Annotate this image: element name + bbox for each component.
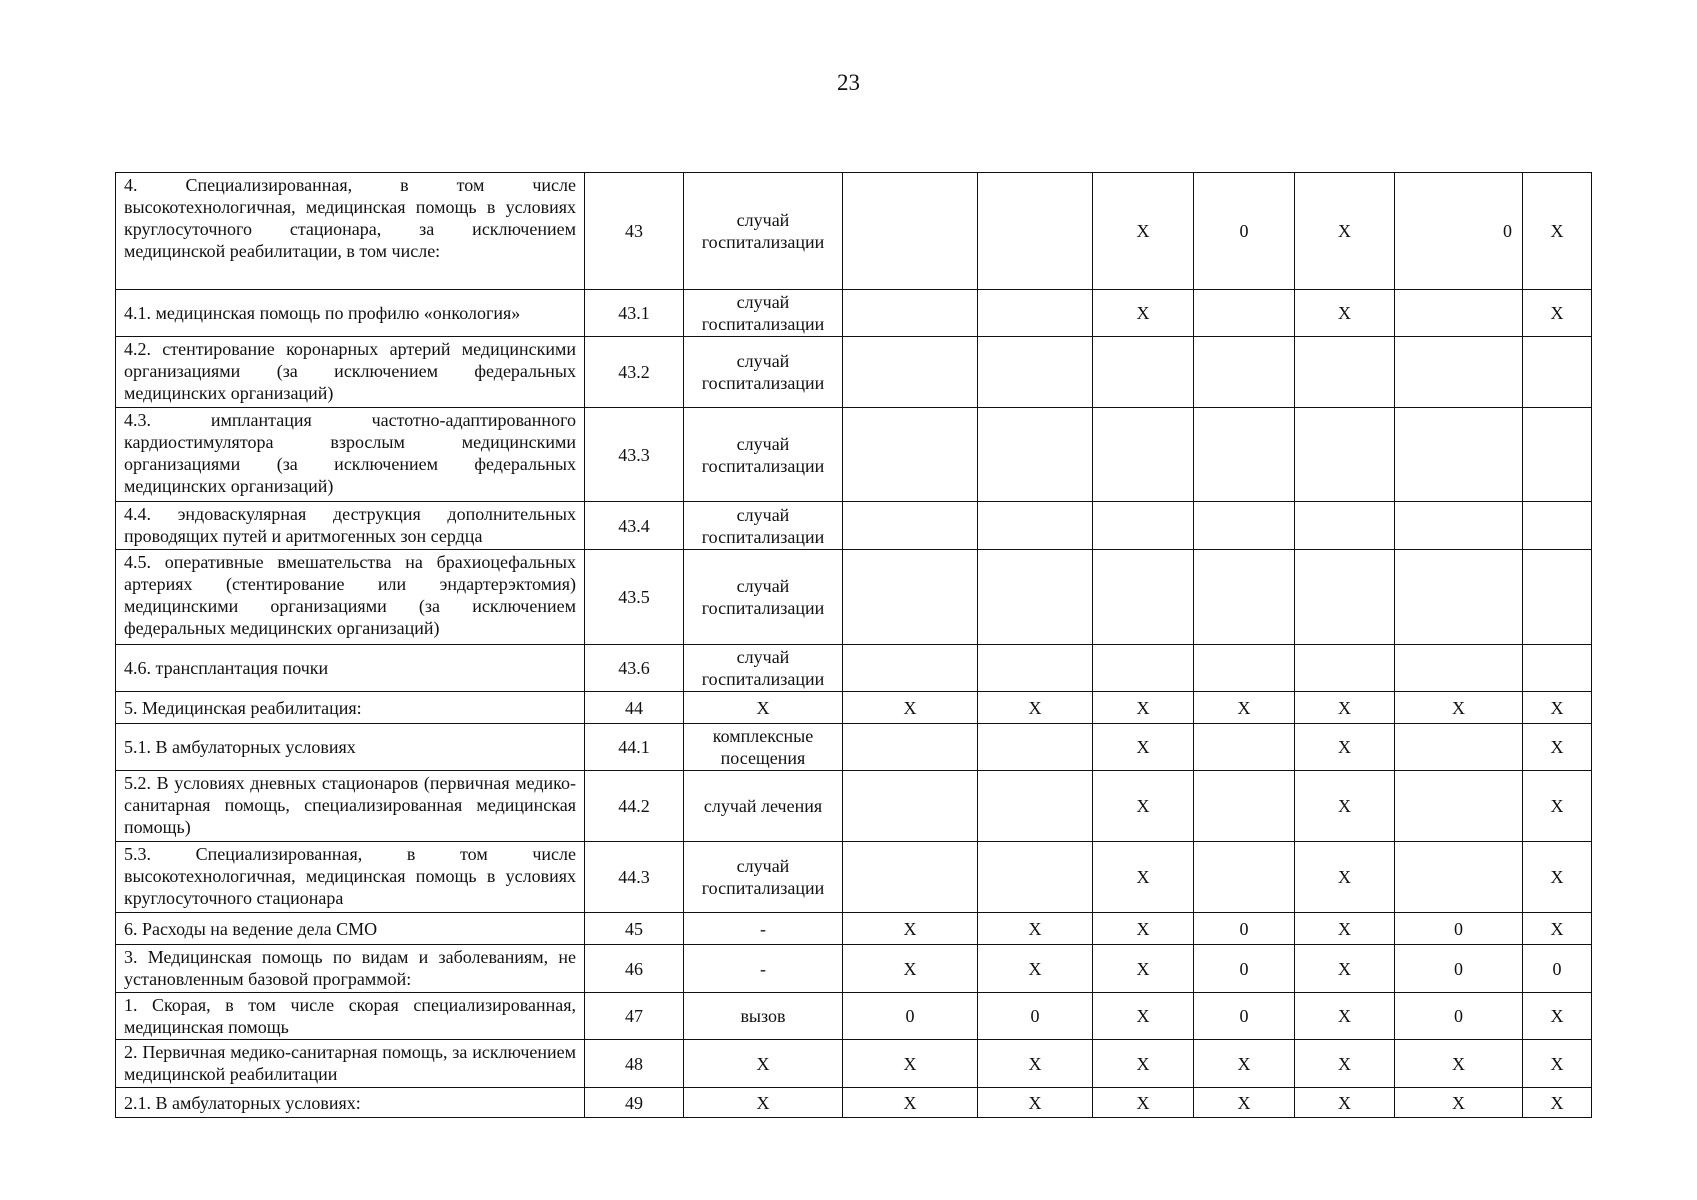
value-cell-2 [978,771,1093,842]
value-cell-2: X [978,692,1093,724]
value-cell-1: X [843,1040,978,1088]
value-cell-5: X [1295,173,1395,290]
row-code-cell: 49 [585,1088,684,1118]
row-unit-cell: случай госпитализации [684,408,843,502]
value-cell-6 [1395,842,1523,913]
value-cell-2: X [978,1088,1093,1118]
value-cell-5: X [1295,290,1395,337]
table-row [116,724,1592,771]
value-cell-5: X [1295,945,1395,993]
row-code-cell: 48 [585,1040,684,1088]
value-cell-4: 0 [1194,993,1295,1040]
value-cell-7: X [1523,173,1592,290]
table-row [116,692,1592,724]
value-cell-1 [843,550,978,645]
value-cell-4 [1194,842,1295,913]
value-cell-7: X [1523,1088,1592,1118]
row-code-cell: 44.1 [585,724,684,771]
row-unit-cell: случай лечения [684,771,843,842]
value-cell-4 [1194,337,1295,408]
value-cell-4: X [1194,1040,1295,1088]
value-cell-3: X [1093,771,1194,842]
row-unit-cell: случай госпитализации [684,173,843,290]
row-name-cell: 2. Первичная медико-санитарная помощь, за исключением медицинской реабилитации [116,1040,585,1088]
table-row [116,290,1592,337]
row-unit-cell: случай госпитализации [684,502,843,550]
value-cell-2 [978,502,1093,550]
value-cell-5 [1295,408,1395,502]
row-unit-cell: случай госпитализации [684,842,843,913]
value-cell-3: X [1093,1040,1194,1088]
row-code-cell: 45 [585,913,684,945]
value-cell-4 [1194,408,1295,502]
value-cell-2 [978,173,1093,290]
value-cell-2 [978,337,1093,408]
row-code-cell: 43.2 [585,337,684,408]
row-unit-cell: - [684,945,843,993]
value-cell-2 [978,724,1093,771]
table-row [116,771,1592,842]
row-unit-cell: - [684,913,843,945]
value-cell-6: 0 [1395,173,1523,290]
table-row [116,945,1592,993]
value-cell-7 [1523,502,1592,550]
value-cell-7: X [1523,1040,1592,1088]
row-code-cell: 43.4 [585,502,684,550]
row-unit-cell: случай госпитализации [684,550,843,645]
row-name-cell: 1. Скорая, в том числе скорая специализированная, медицинская помощь [116,993,585,1040]
value-cell-7: 0 [1523,945,1592,993]
value-cell-6: 0 [1395,945,1523,993]
value-cell-5 [1295,502,1395,550]
value-cell-5: X [1295,993,1395,1040]
row-unit-cell: X [684,692,843,724]
value-cell-5 [1295,550,1395,645]
value-cell-6 [1395,771,1523,842]
row-code-cell: 43.3 [585,408,684,502]
table-row [116,173,1592,290]
value-cell-5: X [1295,1040,1395,1088]
row-code-cell: 43.6 [585,645,684,692]
value-cell-4: 0 [1194,913,1295,945]
value-cell-4 [1194,290,1295,337]
value-cell-3: X [1093,993,1194,1040]
value-cell-1 [843,771,978,842]
value-cell-5: X [1295,692,1395,724]
row-name-cell: 5.2. В условиях дневных стационаров (первичная медико-санитарная помощь, специализированная медицинская помощь) [116,771,585,842]
row-code-cell: 44.2 [585,771,684,842]
value-cell-2: 0 [978,993,1093,1040]
value-cell-7: X [1523,290,1592,337]
row-unit-cell: вызов [684,993,843,1040]
row-unit-cell: случай госпитализации [684,337,843,408]
value-cell-6: X [1395,1040,1523,1088]
row-name-cell: 4.6. трансплантация почки [116,645,585,692]
row-name-cell: 3. Медицинская помощь по видам и заболеваниям, не установленным базовой программой: [116,945,585,993]
value-cell-2 [978,645,1093,692]
row-code-cell: 43 [585,173,684,290]
row-code-cell: 46 [585,945,684,993]
value-cell-6: 0 [1395,913,1523,945]
table-row [116,337,1592,408]
row-code-cell: 47 [585,993,684,1040]
value-cell-1 [843,337,978,408]
value-cell-6 [1395,724,1523,771]
row-name-cell: 4.5. оперативные вмешательства на брахиоцефальных артериях (стентирование или эндартерэктомия) медицинскими организациями (за исключением федеральных медицинских организаций) [116,550,585,645]
value-cell-4: 0 [1194,173,1295,290]
value-cell-6 [1395,645,1523,692]
value-cell-2: X [978,945,1093,993]
value-cell-2 [978,842,1093,913]
table-row [116,913,1592,945]
value-cell-4 [1194,724,1295,771]
value-cell-3: X [1093,1088,1194,1118]
row-name-cell: 5.1. В амбулаторных условиях [116,724,585,771]
value-cell-1: 0 [843,993,978,1040]
value-cell-6: X [1395,692,1523,724]
value-cell-7 [1523,550,1592,645]
value-cell-1: X [843,913,978,945]
row-unit-cell: случай госпитализации [684,645,843,692]
value-cell-6 [1395,290,1523,337]
value-cell-1 [843,408,978,502]
table-row [116,502,1592,550]
row-name-cell: 5.3. Специализированная, в том числе высокотехнологичная, медицинская помощь в условиях круглосуточного стационара [116,842,585,913]
row-name-cell: 2.1. В амбулаторных условиях: [116,1088,585,1118]
row-unit-cell: случай госпитализации [684,290,843,337]
value-cell-2 [978,550,1093,645]
value-cell-7: X [1523,724,1592,771]
value-cell-5: X [1295,771,1395,842]
row-name-cell: 4.1. медицинская помощь по профилю «онкология» [116,290,585,337]
row-code-cell: 44 [585,692,684,724]
value-cell-7: X [1523,913,1592,945]
value-cell-3 [1093,502,1194,550]
value-cell-4: X [1194,1088,1295,1118]
value-cell-7: X [1523,692,1592,724]
table-row [116,993,1592,1040]
value-cell-1 [843,842,978,913]
value-cell-4 [1194,550,1295,645]
value-cell-3: X [1093,913,1194,945]
data-table [115,172,1592,1118]
value-cell-1 [843,290,978,337]
value-cell-3: X [1093,724,1194,771]
value-cell-2: X [978,1040,1093,1088]
value-cell-7 [1523,337,1592,408]
value-cell-4: 0 [1194,945,1295,993]
table-row [116,645,1592,692]
table-row [116,550,1592,645]
table-row [116,408,1592,502]
value-cell-5 [1295,645,1395,692]
value-cell-1: X [843,692,978,724]
value-cell-5: X [1295,1088,1395,1118]
value-cell-1 [843,502,978,550]
value-cell-5: X [1295,724,1395,771]
value-cell-6: 0 [1395,993,1523,1040]
value-cell-6 [1395,337,1523,408]
row-name-cell: 4.3. имплантация частотно-адаптированного кардиостимулятора взрослым медицинскими организациями (за исключением федеральных медицинских организаций) [116,408,585,502]
value-cell-1: X [843,945,978,993]
value-cell-1 [843,173,978,290]
value-cell-5 [1295,337,1395,408]
value-cell-6 [1395,550,1523,645]
value-cell-3 [1093,550,1194,645]
row-code-cell: 43.5 [585,550,684,645]
row-name-cell: 4. Специализированная, в том числе высокотехнологичная, медицинская помощь в условиях круглосуточного стационара, за исключением медицинской реабилитации, в том числе: [116,173,585,290]
table-row [116,1040,1592,1088]
value-cell-3: X [1093,692,1194,724]
value-cell-2 [978,290,1093,337]
value-cell-6 [1395,408,1523,502]
value-cell-3: X [1093,290,1194,337]
value-cell-4 [1194,502,1295,550]
page-number: 23 [837,70,860,95]
value-cell-3: X [1093,173,1194,290]
table-body [116,173,1592,1118]
value-cell-1 [843,645,978,692]
value-cell-4 [1194,645,1295,692]
value-cell-4: X [1194,692,1295,724]
value-cell-5: X [1295,842,1395,913]
table-row [116,842,1592,913]
value-cell-7: X [1523,993,1592,1040]
value-cell-6 [1395,502,1523,550]
value-cell-3 [1093,408,1194,502]
value-cell-1 [843,724,978,771]
value-cell-2 [978,408,1093,502]
value-cell-1: X [843,1088,978,1118]
value-cell-4 [1194,771,1295,842]
row-name-cell: 6. Расходы на ведение дела СМО [116,913,585,945]
table-row [116,1088,1592,1118]
value-cell-5: X [1295,913,1395,945]
value-cell-3: X [1093,945,1194,993]
value-cell-7 [1523,408,1592,502]
row-name-cell: 4.2. стентирование коронарных артерий медицинскими организациями (за исключением федеральных медицинских организаций) [116,337,585,408]
value-cell-3: X [1093,842,1194,913]
row-code-cell: 43.1 [585,290,684,337]
value-cell-6: X [1395,1088,1523,1118]
value-cell-7 [1523,645,1592,692]
value-cell-3 [1093,337,1194,408]
row-name-cell: 5. Медицинская реабилитация: [116,692,585,724]
value-cell-7: X [1523,842,1592,913]
row-name-cell: 4.4. эндоваскулярная деструкция дополнительных проводящих путей и аритмогенных зон сердца [116,502,585,550]
row-unit-cell: X [684,1088,843,1118]
row-code-cell: 44.3 [585,842,684,913]
value-cell-3 [1093,645,1194,692]
row-unit-cell: X [684,1040,843,1088]
value-cell-2: X [978,913,1093,945]
row-unit-cell: комплексные посещения [684,724,843,771]
value-cell-7: X [1523,771,1592,842]
